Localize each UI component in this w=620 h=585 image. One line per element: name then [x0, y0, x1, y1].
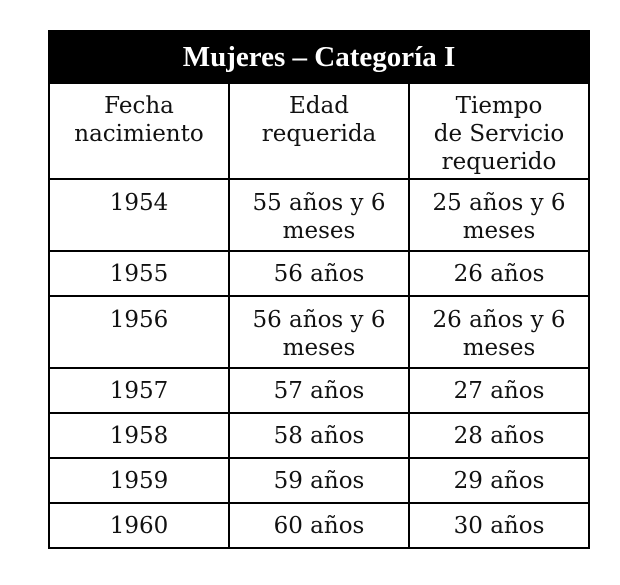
- cell-service: 30 años: [409, 503, 589, 548]
- cell-age-line-1: 56 años y 6: [252, 307, 386, 333]
- requirements-table: [48, 30, 590, 549]
- cell-age: 59 años: [229, 458, 409, 503]
- cell-year: 1956: [49, 296, 229, 368]
- cell-service: [409, 179, 589, 251]
- cell-service: 29 años: [409, 458, 589, 503]
- header-required-age: [229, 83, 409, 179]
- header-service-line-2: de Servicio: [433, 121, 565, 147]
- table-row: [49, 413, 589, 458]
- cell-service: 28 años: [409, 413, 589, 458]
- table-row: [49, 179, 589, 251]
- title-row: [49, 31, 589, 83]
- table-row: [49, 503, 589, 548]
- header-birth-line-1: Fecha: [104, 93, 174, 119]
- cell-age: 56 años: [229, 251, 409, 296]
- requirements-table-container: [48, 30, 588, 549]
- cell-age-line-2: meses: [282, 335, 356, 361]
- cell-year: 1954: [49, 179, 229, 251]
- cell-service: 27 años: [409, 368, 589, 413]
- table-title: Mujeres – Categoría I: [49, 31, 589, 83]
- header-service-line-1: Tiempo: [455, 93, 543, 119]
- cell-service-line-2: meses: [462, 218, 536, 244]
- cell-age: [229, 179, 409, 251]
- cell-year: 1958: [49, 413, 229, 458]
- cell-service: 26 años: [409, 251, 589, 296]
- cell-age-line-2: meses: [282, 218, 356, 244]
- table-row: [49, 368, 589, 413]
- cell-service-line-1: 26 años y 6: [432, 307, 566, 333]
- cell-age-line-1: 55 años y 6: [252, 190, 386, 216]
- cell-age: 57 años: [229, 368, 409, 413]
- cell-age: 60 años: [229, 503, 409, 548]
- header-age-line-1: Edad: [289, 93, 349, 119]
- cell-service-line-1: 25 años y 6: [432, 190, 566, 216]
- cell-age: 58 años: [229, 413, 409, 458]
- header-birth-date: [49, 83, 229, 179]
- table-row: [49, 458, 589, 503]
- cell-service-line-2: meses: [462, 335, 536, 361]
- cell-year: 1957: [49, 368, 229, 413]
- header-required-service: [409, 83, 589, 179]
- header-age-line-2: requerida: [261, 121, 377, 147]
- cell-year: 1955: [49, 251, 229, 296]
- cell-service: [409, 296, 589, 368]
- header-row: [49, 83, 589, 179]
- header-service-line-3: requerido: [441, 149, 557, 175]
- header-birth-line-2: nacimiento: [74, 121, 204, 147]
- cell-year: 1960: [49, 503, 229, 548]
- table-row: [49, 251, 589, 296]
- cell-age: [229, 296, 409, 368]
- cell-year: 1959: [49, 458, 229, 503]
- table-row: [49, 296, 589, 368]
